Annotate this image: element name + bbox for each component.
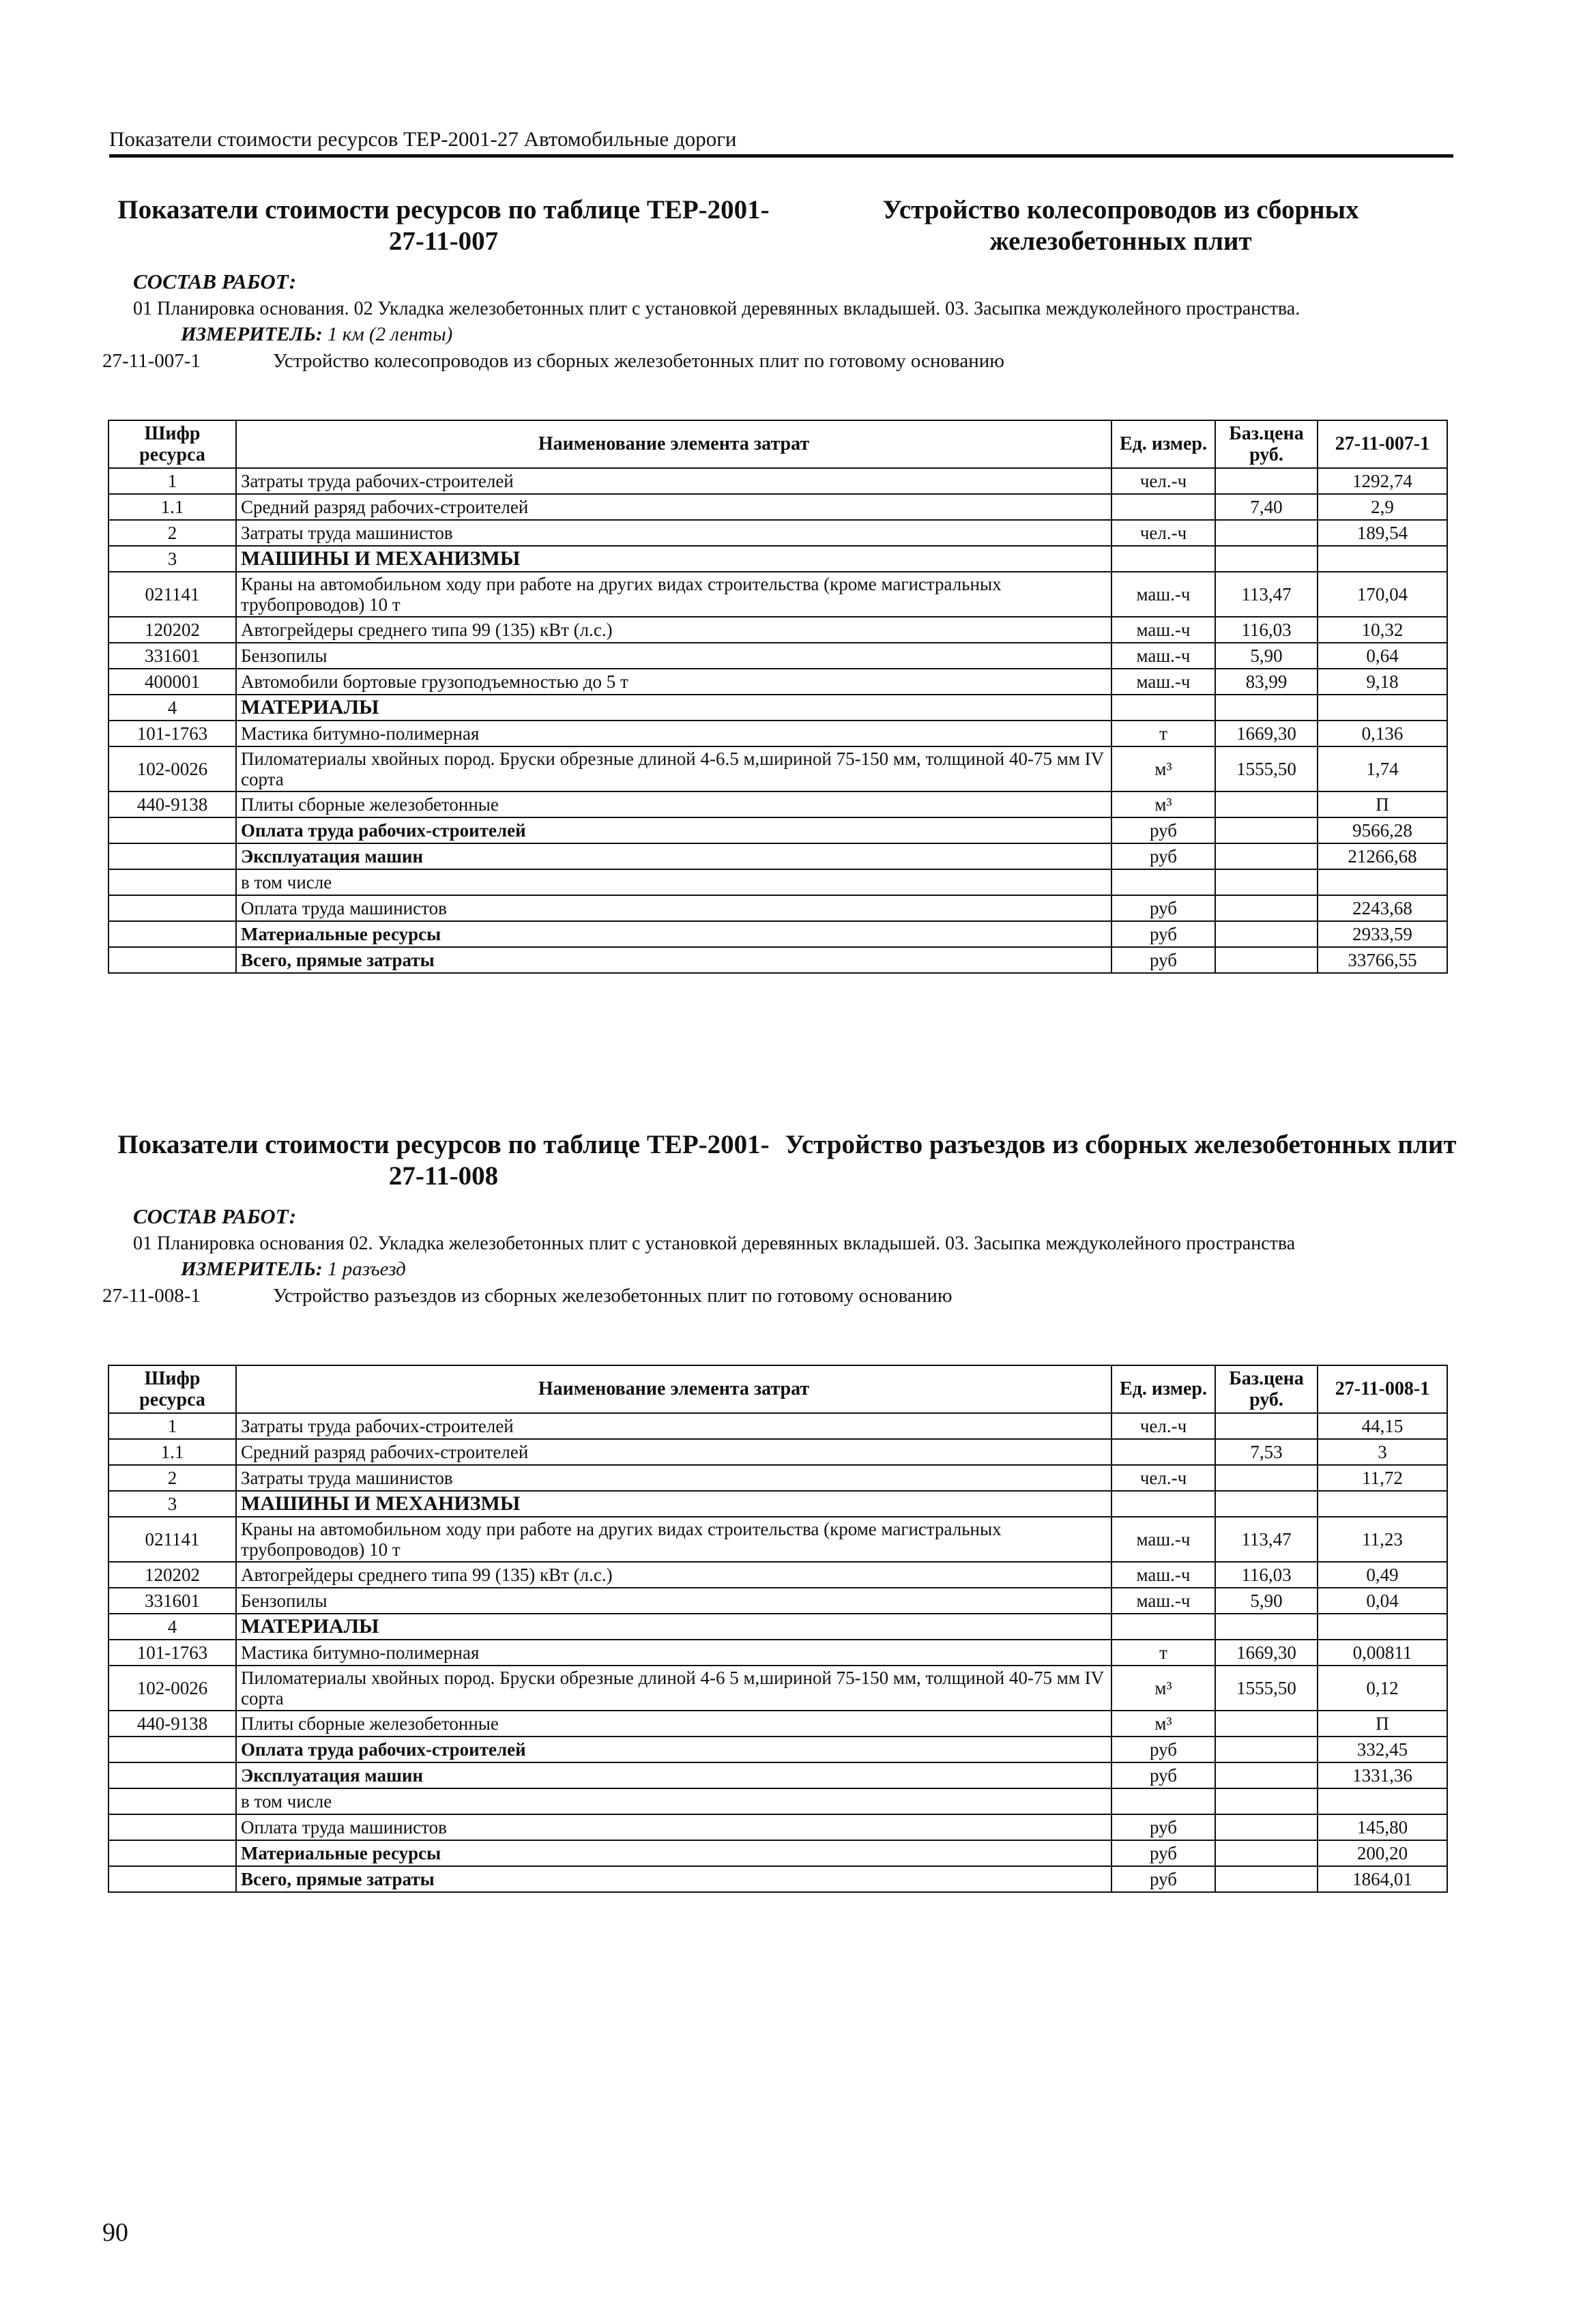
cell-unit: чел.-ч	[1111, 1413, 1215, 1439]
table-row	[108, 1711, 1447, 1737]
cell-name: Пиломатериалы хвойных пород. Бруски обрезные длиной 4-6 5 м,шириной 75-150 мм, толщиной 40-75 мм IV сорта	[236, 1666, 1111, 1711]
cell-price: 116,03	[1215, 617, 1318, 643]
meter-value: 1 разъезд	[327, 1258, 406, 1280]
cell-code: 331601	[108, 643, 236, 669]
cell-price: 116,03	[1215, 1562, 1318, 1588]
cell-unit: маш.-ч	[1111, 572, 1215, 617]
cell-code: 120202	[108, 617, 236, 643]
section-11-007	[102, 194, 1457, 970]
cell-value	[1318, 546, 1447, 572]
cell-price: 113,47	[1215, 572, 1318, 617]
cell-name: Всего, прямые затраты	[236, 947, 1111, 973]
cell-price	[1215, 843, 1318, 869]
cell-code: 331601	[108, 1588, 236, 1614]
cell-name: Автомобили бортовые грузоподъемностью до 5 т	[236, 669, 1111, 695]
cell-value: 0,12	[1318, 1666, 1447, 1711]
cell-code: 4	[108, 1614, 236, 1640]
rate-line	[102, 1285, 1457, 1307]
meter-label: ИЗМЕРИТЕЛЬ:	[181, 323, 323, 345]
cell-unit: маш.-ч	[1111, 1517, 1215, 1562]
cell-code: 120202	[108, 1562, 236, 1588]
cell-name: МАТЕРИАЛЫ	[236, 1614, 1111, 1640]
cell-value: 332,45	[1318, 1737, 1447, 1762]
table-row	[108, 791, 1447, 817]
meter-value: 1 км (2 ленты)	[327, 323, 453, 345]
cell-name: Плиты сборные железобетонные	[236, 791, 1111, 817]
cell-value: 3	[1318, 1439, 1447, 1465]
cell-price: 7,53	[1215, 1439, 1318, 1465]
cell-value: 0,136	[1318, 721, 1447, 746]
cell-value: 189,54	[1318, 520, 1447, 546]
table-row	[108, 1866, 1447, 1892]
cell-code	[108, 921, 236, 947]
cell-value: 1,74	[1318, 746, 1447, 791]
cell-value: 200,20	[1318, 1840, 1447, 1866]
cell-unit: маш.-ч	[1111, 617, 1215, 643]
cell-unit: м³	[1111, 1711, 1215, 1737]
table-row	[108, 572, 1447, 617]
cell-value	[1318, 869, 1447, 895]
cell-name: Плиты сборные железобетонные	[236, 1711, 1111, 1737]
table-row	[108, 520, 1447, 546]
table-row	[108, 1788, 1447, 1814]
cell-name: Автогрейдеры среднего типа 99 (135) кВт (л.с.)	[236, 617, 1111, 643]
cell-code: 1	[108, 468, 236, 494]
rate-line	[102, 350, 1457, 373]
cell-name: Пиломатериалы хвойных пород. Бруски обрезные длиной 4-6.5 м,шириной 75-150 мм, толщиной 40-75 мм IV сорта	[236, 746, 1111, 791]
section-subtitle: Устройство колесопроводов из сборных железобетонных плит	[882, 195, 1359, 257]
cell-price	[1215, 546, 1318, 572]
cell-code	[108, 843, 236, 869]
cell-value: 11,23	[1318, 1517, 1447, 1562]
table-row	[108, 468, 1447, 494]
cell-price	[1215, 695, 1318, 721]
cell-price	[1215, 1814, 1318, 1840]
col-header-price: Баз.цена руб.	[1215, 1365, 1318, 1413]
table-header-row	[108, 1365, 1447, 1413]
cell-value: 2243,68	[1318, 895, 1447, 921]
cell-name: Бензопилы	[236, 1588, 1111, 1614]
cell-name: Автогрейдеры среднего типа 99 (135) кВт (л.с.)	[236, 1562, 1111, 1588]
cell-price	[1215, 1711, 1318, 1737]
cell-price: 1669,30	[1215, 1640, 1318, 1666]
col-header-value: 27-11-007-1	[1318, 420, 1447, 468]
section-11-008	[102, 1129, 1457, 1889]
cell-code	[108, 1866, 236, 1892]
cell-unit	[1111, 695, 1215, 721]
cell-price	[1215, 1465, 1318, 1491]
cell-value	[1318, 1491, 1447, 1517]
col-header-code: Шифр ресурса	[108, 420, 236, 468]
cell-price: 5,90	[1215, 1588, 1318, 1614]
cell-unit: маш.-ч	[1111, 1562, 1215, 1588]
cell-name: Оплата труда рабочих-строителей	[236, 1737, 1111, 1762]
cell-value	[1318, 1788, 1447, 1814]
table-row	[108, 1614, 1447, 1640]
table-row	[108, 669, 1447, 695]
rate-name: Устройство разъездов из сборных железобетонных плит по готовому основанию	[273, 1285, 953, 1307]
cell-unit: чел.-ч	[1111, 1465, 1215, 1491]
rate-name: Устройство колесопроводов из сборных железобетонных плит по готовому основанию	[273, 350, 1004, 372]
table-row	[108, 921, 1447, 947]
cell-code	[108, 947, 236, 973]
cell-code: 2	[108, 520, 236, 546]
cell-name: Краны на автомобильном ходу при работе на других видах строительства (кроме магистральных трубопроводов) 10 т	[236, 1517, 1111, 1562]
cell-value: 0,64	[1318, 643, 1447, 669]
cell-price: 83,99	[1215, 669, 1318, 695]
cell-code	[108, 1814, 236, 1840]
cell-unit: руб	[1111, 1840, 1215, 1866]
cell-unit	[1111, 1439, 1215, 1465]
cell-name: Мастика битумно-полимерная	[236, 721, 1111, 746]
cell-name: Средний разряд рабочих-строителей	[236, 1439, 1111, 1465]
cell-unit: маш.-ч	[1111, 643, 1215, 669]
col-header-value: 27-11-008-1	[1318, 1365, 1447, 1413]
table-row	[108, 1413, 1447, 1439]
cell-code: 1.1	[108, 494, 236, 520]
cell-unit: м³	[1111, 791, 1215, 817]
cell-value: 11,72	[1318, 1465, 1447, 1491]
cell-price	[1215, 468, 1318, 494]
cell-price	[1215, 791, 1318, 817]
cell-value: 0,04	[1318, 1588, 1447, 1614]
page-number: 90	[102, 2218, 128, 2247]
cell-unit: руб	[1111, 1866, 1215, 1892]
cell-unit: чел.-ч	[1111, 468, 1215, 494]
cell-unit	[1111, 494, 1215, 520]
cell-unit: чел.-ч	[1111, 520, 1215, 546]
cell-code	[108, 1762, 236, 1788]
cell-name: МАШИНЫ И МЕХАНИЗМЫ	[236, 1491, 1111, 1517]
cell-value: 9,18	[1318, 669, 1447, 695]
cell-unit: т	[1111, 1640, 1215, 1666]
cost-table	[108, 1365, 1448, 1893]
composition-text: 01 Планировка основания 02. Укладка железобетонных плит с установкой деревянных вкладышей. 03. Засыпка междуколейного пространства	[133, 1233, 1296, 1254]
cell-price: 5,90	[1215, 643, 1318, 669]
cell-unit	[1111, 1788, 1215, 1814]
cell-code: 1	[108, 1413, 236, 1439]
cell-code: 102-0026	[108, 746, 236, 791]
rate-code: 27-11-007-1	[102, 350, 201, 372]
table-row	[108, 695, 1447, 721]
cell-name: Затраты труда машинистов	[236, 520, 1111, 546]
table-row	[108, 746, 1447, 791]
cell-unit: руб	[1111, 1762, 1215, 1788]
cell-unit: м³	[1111, 746, 1215, 791]
cell-name: Затраты труда рабочих-строителей	[236, 1413, 1111, 1439]
col-header-unit: Ед. измер.	[1111, 1365, 1215, 1413]
cell-value: 170,04	[1318, 572, 1447, 617]
cell-name: Затраты труда машинистов	[236, 1465, 1111, 1491]
section-title: Показатели стоимости ресурсов по таблице ТЕР-2001-27-11-008	[117, 1130, 770, 1191]
cell-price	[1215, 921, 1318, 947]
table-row	[108, 1762, 1447, 1788]
table-row	[108, 1814, 1447, 1840]
table-row	[108, 1588, 1447, 1614]
cell-value: 10,32	[1318, 617, 1447, 643]
cell-code: 102-0026	[108, 1666, 236, 1711]
table-row	[108, 1491, 1447, 1517]
cell-name: Средний разряд рабочих-строителей	[236, 494, 1111, 520]
cell-unit: руб	[1111, 817, 1215, 843]
cell-value	[1318, 1614, 1447, 1640]
cell-value: 44,15	[1318, 1413, 1447, 1439]
cell-value	[1318, 695, 1447, 721]
cell-price: 1555,50	[1215, 746, 1318, 791]
cell-code: 1.1	[108, 1439, 236, 1465]
cell-price: 1669,30	[1215, 721, 1318, 746]
cell-value: 21266,68	[1318, 843, 1447, 869]
cell-code: 021141	[108, 572, 236, 617]
cell-code	[108, 1840, 236, 1866]
table-row	[108, 1517, 1447, 1562]
cell-code: 3	[108, 1491, 236, 1517]
cell-code	[108, 895, 236, 921]
table-row	[108, 643, 1447, 669]
cell-unit: руб	[1111, 947, 1215, 973]
cell-price	[1215, 895, 1318, 921]
cell-price	[1215, 1413, 1318, 1439]
table-row	[108, 617, 1447, 643]
cell-code	[108, 1737, 236, 1762]
composition-label: СОСТАВ РАБОТ:	[133, 1204, 297, 1228]
cell-unit: руб	[1111, 1737, 1215, 1762]
cell-name: Краны на автомобильном ходу при работе на других видах строительства (кроме магистральных трубопроводов) 10 т	[236, 572, 1111, 617]
cell-price	[1215, 817, 1318, 843]
cell-unit: руб	[1111, 1814, 1215, 1840]
cell-name: в том числе	[236, 1788, 1111, 1814]
section-subtitle: Устройство разъездов из сборных железобетонных плит	[785, 1130, 1457, 1159]
cell-price	[1215, 1788, 1318, 1814]
col-header-code: Шифр ресурса	[108, 1365, 236, 1413]
cell-name: Бензопилы	[236, 643, 1111, 669]
cell-unit: руб	[1111, 895, 1215, 921]
cell-value: 33766,55	[1318, 947, 1447, 973]
rate-code: 27-11-008-1	[102, 1285, 201, 1307]
meter-label: ИЗМЕРИТЕЛЬ:	[181, 1258, 323, 1280]
cell-price	[1215, 1762, 1318, 1788]
cell-value: 1864,01	[1318, 1866, 1447, 1892]
cell-price	[1215, 1866, 1318, 1892]
cell-name: Материальные ресурсы	[236, 921, 1111, 947]
cell-price: 113,47	[1215, 1517, 1318, 1562]
running-header: Показатели стоимости ресурсов ТЕР-2001-27 Автомобильные дороги	[109, 127, 1453, 158]
table-row	[108, 1840, 1447, 1866]
cell-value: П	[1318, 791, 1447, 817]
cell-code: 440-9138	[108, 791, 236, 817]
table-row	[108, 1737, 1447, 1762]
cost-table	[108, 420, 1448, 974]
col-header-name: Наименование элемента затрат	[236, 420, 1111, 468]
table-row	[108, 1666, 1447, 1711]
col-header-unit: Ед. измер.	[1111, 420, 1215, 468]
cell-unit: т	[1111, 721, 1215, 746]
table-row	[108, 546, 1447, 572]
cell-value: 0,49	[1318, 1562, 1447, 1588]
cell-unit: маш.-ч	[1111, 1588, 1215, 1614]
cell-code: 440-9138	[108, 1711, 236, 1737]
cell-unit	[1111, 869, 1215, 895]
cell-value: 1331,36	[1318, 1762, 1447, 1788]
cell-code: 400001	[108, 669, 236, 695]
cell-price	[1215, 869, 1318, 895]
cell-name: Материальные ресурсы	[236, 1840, 1111, 1866]
cell-code: 3	[108, 546, 236, 572]
meter-line	[181, 323, 1457, 346]
col-header-name: Наименование элемента затрат	[236, 1365, 1111, 1413]
cell-price	[1215, 947, 1318, 973]
cell-value: 0,00811	[1318, 1640, 1447, 1666]
table-row	[108, 1640, 1447, 1666]
col-header-price: Баз.цена руб.	[1215, 420, 1318, 468]
table-row	[108, 1465, 1447, 1491]
cell-code: 4	[108, 695, 236, 721]
cell-name: МАТЕРИАЛЫ	[236, 695, 1111, 721]
cell-value: П	[1318, 1711, 1447, 1737]
cell-name: Оплата труда рабочих-строителей	[236, 817, 1111, 843]
cell-name: Эксплуатация машин	[236, 1762, 1111, 1788]
cell-price	[1215, 1491, 1318, 1517]
cell-value: 2,9	[1318, 494, 1447, 520]
table-row	[108, 817, 1447, 843]
table-header-row	[108, 420, 1447, 468]
cell-unit: руб	[1111, 921, 1215, 947]
cell-unit: руб	[1111, 843, 1215, 869]
table-row	[108, 721, 1447, 746]
table-row	[108, 843, 1447, 869]
table-row	[108, 869, 1447, 895]
cell-name: Эксплуатация машин	[236, 843, 1111, 869]
table-body	[108, 468, 1447, 973]
table-row	[108, 895, 1447, 921]
meter-line	[181, 1258, 1457, 1281]
cell-unit: м³	[1111, 1666, 1215, 1711]
cell-name: Затраты труда рабочих-строителей	[236, 468, 1111, 494]
table-body	[108, 1413, 1447, 1892]
cell-code	[108, 817, 236, 843]
cell-code: 101-1763	[108, 1640, 236, 1666]
cell-name: в том числе	[236, 869, 1111, 895]
table-row	[108, 1439, 1447, 1465]
cell-unit	[1111, 1614, 1215, 1640]
cell-code	[108, 1788, 236, 1814]
cell-price	[1215, 1737, 1318, 1762]
section-title: Показатели стоимости ресурсов по таблице ТЕР-2001-27-11-007	[117, 195, 770, 257]
composition-label: СОСТАВ РАБОТ:	[133, 270, 297, 293]
cell-name: МАШИНЫ И МЕХАНИЗМЫ	[236, 546, 1111, 572]
cell-code: 021141	[108, 1517, 236, 1562]
cell-name: Оплата труда машинистов	[236, 1814, 1111, 1840]
cell-name: Оплата труда машинистов	[236, 895, 1111, 921]
cell-price	[1215, 520, 1318, 546]
table-row	[108, 494, 1447, 520]
cell-value: 145,80	[1318, 1814, 1447, 1840]
cell-price	[1215, 1840, 1318, 1866]
cell-value: 2933,59	[1318, 921, 1447, 947]
cell-price: 1555,50	[1215, 1666, 1318, 1711]
table-row	[108, 1562, 1447, 1588]
cell-code: 101-1763	[108, 721, 236, 746]
cell-price	[1215, 1614, 1318, 1640]
cell-value: 1292,74	[1318, 468, 1447, 494]
cell-unit: маш.-ч	[1111, 669, 1215, 695]
cell-name: Всего, прямые затраты	[236, 1866, 1111, 1892]
cell-price: 7,40	[1215, 494, 1318, 520]
table-row	[108, 947, 1447, 973]
cell-name: Мастика битумно-полимерная	[236, 1640, 1111, 1666]
cell-code	[108, 869, 236, 895]
cell-unit	[1111, 1491, 1215, 1517]
cell-value: 9566,28	[1318, 817, 1447, 843]
cell-code: 2	[108, 1465, 236, 1491]
cell-unit	[1111, 546, 1215, 572]
composition-text: 01 Планировка основания. 02 Укладка железобетонных плит с установкой деревянных вкладышей. 03. Засыпка междуколейного пространства.	[133, 298, 1300, 319]
